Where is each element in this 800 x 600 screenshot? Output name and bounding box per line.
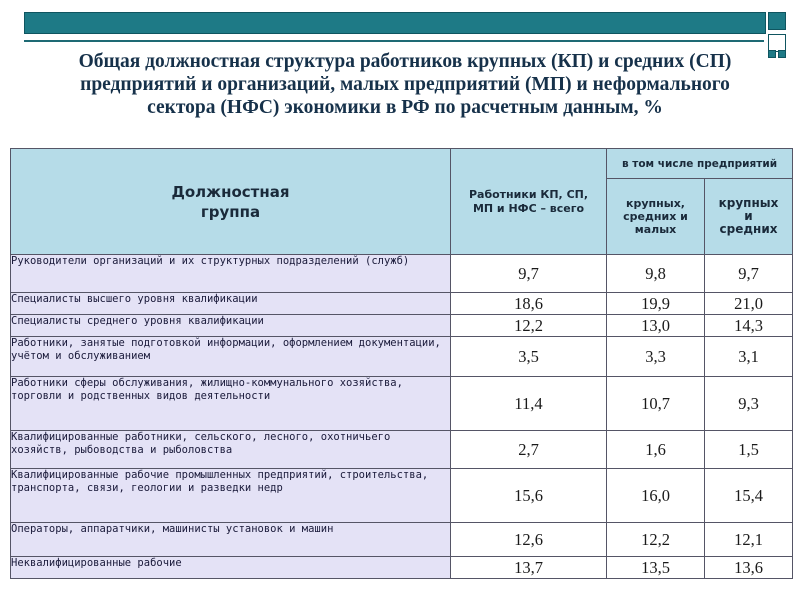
value-total: 3,5 — [451, 337, 607, 377]
row-name: Работники, занятые подготовкой информации, оформлением документации, учётом и обслуживанием — [11, 337, 451, 377]
table-row — [11, 523, 793, 557]
value-total: 9,7 — [451, 255, 607, 293]
row-name: Неквалифицированные рабочие — [11, 557, 451, 579]
value-total: 18,6 — [451, 293, 607, 315]
column-header-total-label: Работники КП, СП, МП и НФС – всего — [468, 187, 589, 215]
structure-table — [10, 148, 793, 579]
row-name: Работники сферы обслуживания, жилищно-коммунального хозяйства, торговли и родственных видов деятельности — [11, 377, 451, 431]
column-header-large-medium-small — [607, 179, 705, 255]
value-total: 2,7 — [451, 431, 607, 469]
column-header-large-medium-small-label: крупных, средних и малых — [623, 197, 688, 236]
value-large-medium: 9,7 — [705, 255, 793, 293]
row-name: Специалисты среднего уровня квалификации — [11, 315, 451, 337]
column-header-group — [11, 149, 451, 255]
table-row — [11, 377, 793, 431]
table-row — [11, 315, 793, 337]
table-row — [11, 293, 793, 315]
value-large-medium-small: 13,0 — [607, 315, 705, 337]
row-name: Операторы, аппаратчики, машинисты установок и машин — [11, 523, 451, 557]
value-large-medium-small: 3,3 — [607, 337, 705, 377]
value-large-medium-small: 9,8 — [607, 255, 705, 293]
value-large-medium: 1,5 — [705, 431, 793, 469]
table-row — [11, 431, 793, 469]
row-name: Специалисты высшего уровня квалификации — [11, 293, 451, 315]
column-header-including: в том числе предприятий — [607, 149, 793, 179]
value-large-medium: 9,3 — [705, 377, 793, 431]
row-name: Руководители организаций и их структурных подразделений (служб) — [11, 255, 451, 293]
value-large-medium: 21,0 — [705, 293, 793, 315]
value-large-medium-small: 19,9 — [607, 293, 705, 315]
table-row — [11, 337, 793, 377]
header-decor-line — [24, 40, 764, 42]
value-large-medium-small: 12,2 — [607, 523, 705, 557]
table-row — [11, 255, 793, 293]
value-total: 15,6 — [451, 469, 607, 523]
table-row — [11, 469, 793, 523]
value-large-medium-small: 13,5 — [607, 557, 705, 579]
value-large-medium-small: 16,0 — [607, 469, 705, 523]
column-header-total — [451, 149, 607, 255]
value-large-medium: 14,3 — [705, 315, 793, 337]
column-header-large-medium — [705, 179, 793, 255]
value-large-medium-small: 1,6 — [607, 431, 705, 469]
column-header-group-label: Должностная группа — [171, 182, 290, 221]
value-large-medium: 12,1 — [705, 523, 793, 557]
value-large-medium-small: 10,7 — [607, 377, 705, 431]
value-total: 12,6 — [451, 523, 607, 557]
value-total: 11,4 — [451, 377, 607, 431]
value-total: 12,2 — [451, 315, 607, 337]
table-row — [11, 557, 793, 579]
header-decor-bar — [24, 12, 766, 34]
row-name: Квалифицированные работники, сельского, лесного, охотничьего хозяйств, рыбоводства и рыболовства — [11, 431, 451, 469]
row-name: Квалифицированные рабочие промышленных предприятий, строительства, транспорта, связи, геологии и разведки недр — [11, 469, 451, 523]
column-header-large-medium-label: крупных и средних — [718, 196, 779, 236]
page-title: Общая должностная структура работников крупных (КП) и средних (СП) предприятий и организаций, малых предприятий (МП) и неформального сектора (НФС) экономики в РФ по расчетным данным, % — [78, 51, 732, 118]
value-large-medium: 3,1 — [705, 337, 793, 377]
value-total: 13,7 — [451, 557, 607, 579]
value-large-medium: 15,4 — [705, 469, 793, 523]
decor-square-icon — [778, 50, 786, 58]
decor-square-icon — [768, 50, 776, 58]
value-large-medium: 13,6 — [705, 557, 793, 579]
decor-square-icon — [768, 12, 786, 30]
